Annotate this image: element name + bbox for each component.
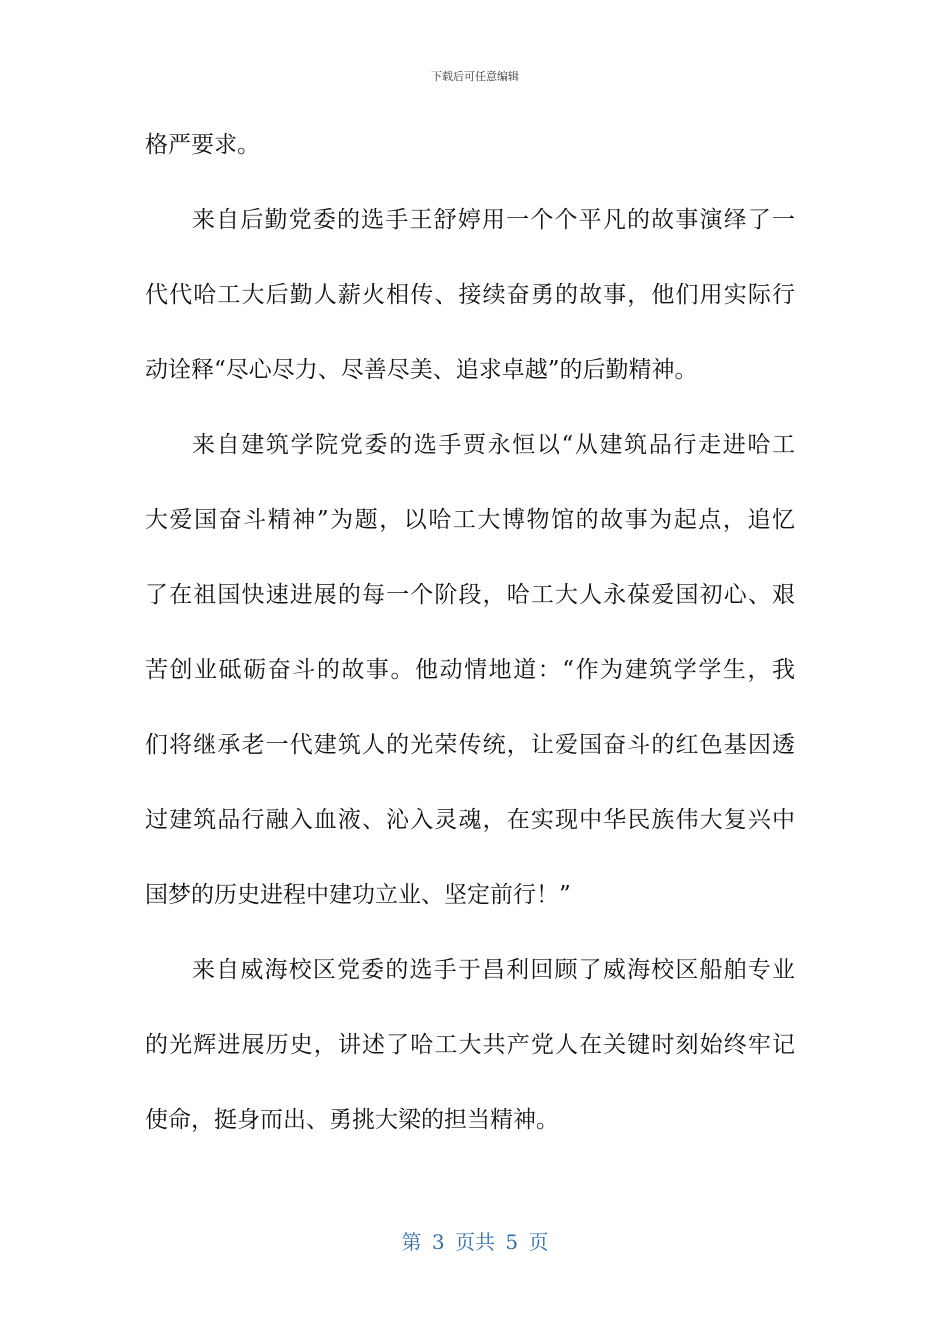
footer-suffix: 页	[528, 1230, 549, 1254]
text-line: 的光辉进展历史，讲述了哈工大共产党人在关键时刻始终牢记	[145, 1032, 795, 1058]
text-line: 们将继承老一代建筑人的光荣传统，让爱国奋斗的红色基因透	[145, 732, 795, 758]
page-footer	[0, 1226, 950, 1255]
text-line: 动诠释“尽心尽力、尽善尽美、追求卓越”的后勤精神。	[145, 357, 698, 383]
text-line: 使命，挺身而出、勇挑大梁的担当精神。	[145, 1107, 559, 1133]
footer-prefix: 第	[401, 1230, 422, 1254]
footer-middle: 页共	[455, 1230, 495, 1254]
text-line: 国梦的历史进程中建功立业、坚定前行！”	[145, 882, 571, 908]
text-line: 来自后勤党委的选手王舒婷用一个个平凡的故事演绎了一	[192, 207, 795, 233]
text-line: 大爱国奋斗精神”为题，以哈工大博物馆的故事为起点，追忆	[145, 507, 795, 533]
text-line: 来自威海校区党委的选手于昌利回顾了威海校区船舶专业	[192, 957, 795, 983]
text-line: 过建筑品行融入血液、沁入灵魂，在实现中华民族伟大复兴中	[145, 807, 795, 833]
text-line: 代代哈工大后勤人薪火相传、接续奋勇的故事，他们用实际行	[145, 282, 795, 308]
text-line: 来自建筑学院党委的选手贾永恒以“从建筑品行走进哈工	[192, 432, 795, 458]
footer-current-page: 3	[431, 1230, 445, 1254]
footer-total-pages: 5	[505, 1230, 519, 1254]
header-note: 下载后可任意编辑	[431, 70, 519, 83]
text-line: 了在祖国快速进展的每一个阶段，哈工大人永葆爱国初心、艰	[145, 582, 795, 608]
text-line: 苦创业砥砺奋斗的故事。他动情地道：“作为建筑学学生，我	[145, 657, 795, 683]
text-line: 格严要求。	[145, 132, 260, 158]
